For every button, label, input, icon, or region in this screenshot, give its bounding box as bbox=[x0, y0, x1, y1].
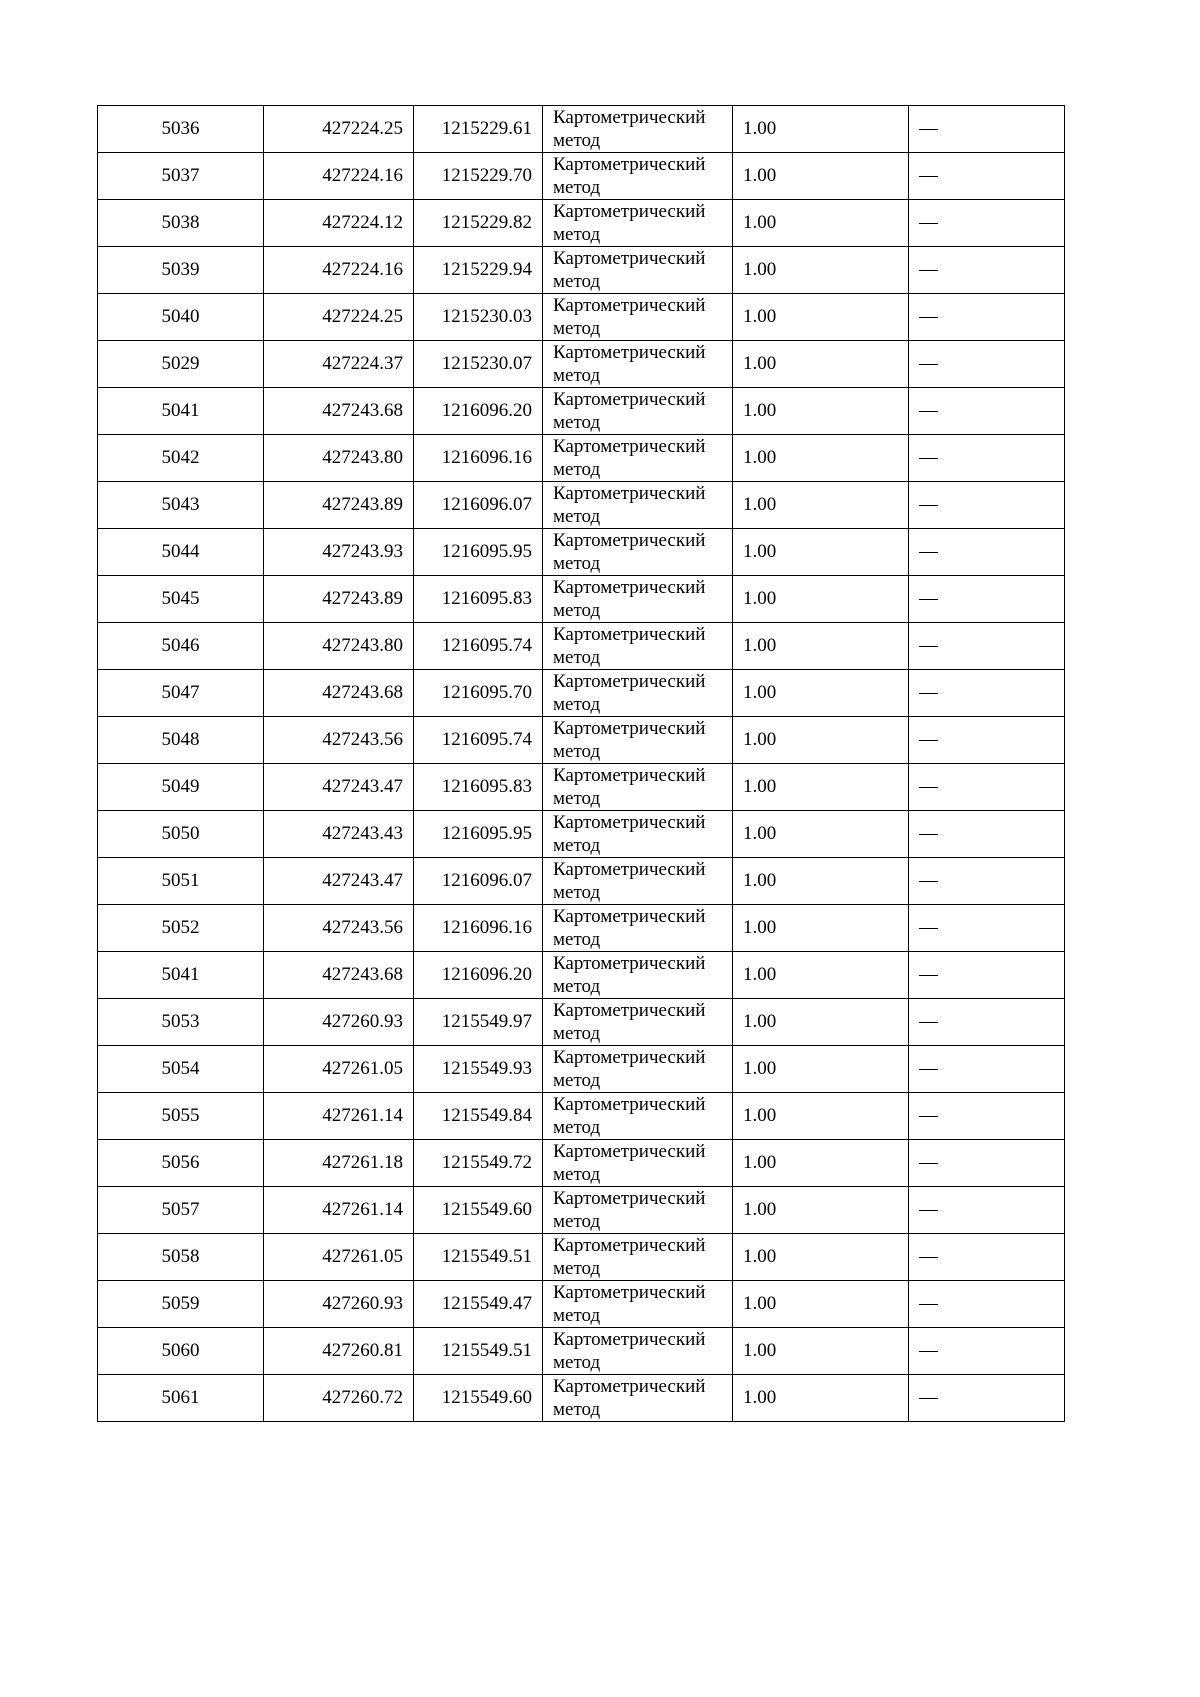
accuracy-cell: 1.00 bbox=[733, 247, 909, 294]
method-line-1: Картометрический bbox=[553, 765, 706, 786]
description-cell: — bbox=[909, 1187, 1065, 1234]
point-number-cell: 5036 bbox=[98, 106, 264, 153]
method-line-1: Картометрический bbox=[553, 624, 706, 645]
table-row bbox=[98, 1328, 1065, 1375]
y-coordinate-cell: 1215549.84 bbox=[414, 1093, 543, 1140]
method-line-1: Картометрический bbox=[553, 389, 706, 410]
method-cell bbox=[543, 670, 733, 717]
description-cell: — bbox=[909, 1140, 1065, 1187]
table-row bbox=[98, 200, 1065, 247]
point-number-cell: 5029 bbox=[98, 341, 264, 388]
method-line-1: Картометрический bbox=[553, 530, 706, 551]
method-cell bbox=[543, 106, 733, 153]
method-line-2: метод bbox=[553, 1070, 601, 1091]
accuracy-cell: 1.00 bbox=[733, 106, 909, 153]
point-number-cell: 5061 bbox=[98, 1375, 264, 1422]
table-row bbox=[98, 905, 1065, 952]
y-coordinate-cell: 1215229.82 bbox=[414, 200, 543, 247]
table-row bbox=[98, 811, 1065, 858]
method-line-2: метод bbox=[553, 1399, 601, 1420]
table-row bbox=[98, 764, 1065, 811]
y-coordinate-cell: 1215549.47 bbox=[414, 1281, 543, 1328]
description-cell: — bbox=[909, 435, 1065, 482]
accuracy-cell: 1.00 bbox=[733, 905, 909, 952]
x-coordinate-cell: 427243.43 bbox=[264, 811, 414, 858]
description-cell: — bbox=[909, 623, 1065, 670]
description-cell: — bbox=[909, 1281, 1065, 1328]
y-coordinate-cell: 1216095.74 bbox=[414, 717, 543, 764]
method-cell bbox=[543, 1375, 733, 1422]
method-cell bbox=[543, 764, 733, 811]
description-cell: — bbox=[909, 153, 1065, 200]
method-line-2: метод bbox=[553, 741, 601, 762]
x-coordinate-cell: 427224.12 bbox=[264, 200, 414, 247]
description-cell: — bbox=[909, 999, 1065, 1046]
description-cell: — bbox=[909, 576, 1065, 623]
method-line-1: Картометрический bbox=[553, 436, 706, 457]
description-cell: — bbox=[909, 1328, 1065, 1375]
table-row bbox=[98, 482, 1065, 529]
x-coordinate-cell: 427260.72 bbox=[264, 1375, 414, 1422]
accuracy-cell: 1.00 bbox=[733, 811, 909, 858]
method-line-1: Картометрический bbox=[553, 1329, 706, 1350]
method-line-2: метод bbox=[553, 506, 601, 527]
x-coordinate-cell: 427243.89 bbox=[264, 482, 414, 529]
method-line-1: Картометрический bbox=[553, 1047, 706, 1068]
accuracy-cell: 1.00 bbox=[733, 1140, 909, 1187]
point-number-cell: 5042 bbox=[98, 435, 264, 482]
table-row bbox=[98, 717, 1065, 764]
table-row bbox=[98, 388, 1065, 435]
y-coordinate-cell: 1216095.95 bbox=[414, 811, 543, 858]
point-number-cell: 5041 bbox=[98, 952, 264, 999]
method-line-2: метод bbox=[553, 788, 601, 809]
method-line-2: метод bbox=[553, 1023, 601, 1044]
method-cell bbox=[543, 999, 733, 1046]
description-cell: — bbox=[909, 670, 1065, 717]
method-line-1: Картометрический bbox=[553, 1094, 706, 1115]
point-number-cell: 5059 bbox=[98, 1281, 264, 1328]
method-line-2: метод bbox=[553, 647, 601, 668]
x-coordinate-cell: 427243.68 bbox=[264, 388, 414, 435]
coordinates-table bbox=[97, 105, 1065, 1422]
accuracy-cell: 1.00 bbox=[733, 623, 909, 670]
description-cell: — bbox=[909, 1046, 1065, 1093]
table-row bbox=[98, 341, 1065, 388]
accuracy-cell: 1.00 bbox=[733, 1093, 909, 1140]
table-body bbox=[98, 106, 1065, 1422]
x-coordinate-cell: 427243.47 bbox=[264, 764, 414, 811]
table-row bbox=[98, 529, 1065, 576]
x-coordinate-cell: 427224.25 bbox=[264, 106, 414, 153]
method-cell bbox=[543, 811, 733, 858]
method-line-2: метод bbox=[553, 1117, 601, 1138]
point-number-cell: 5037 bbox=[98, 153, 264, 200]
accuracy-cell: 1.00 bbox=[733, 1375, 909, 1422]
method-cell bbox=[543, 153, 733, 200]
accuracy-cell: 1.00 bbox=[733, 764, 909, 811]
table-row bbox=[98, 1281, 1065, 1328]
method-line-1: Картометрический bbox=[553, 718, 706, 739]
accuracy-cell: 1.00 bbox=[733, 529, 909, 576]
y-coordinate-cell: 1215549.72 bbox=[414, 1140, 543, 1187]
description-cell: — bbox=[909, 294, 1065, 341]
point-number-cell: 5046 bbox=[98, 623, 264, 670]
method-line-2: метод bbox=[553, 130, 601, 151]
y-coordinate-cell: 1215229.61 bbox=[414, 106, 543, 153]
method-line-2: метод bbox=[553, 365, 601, 386]
description-cell: — bbox=[909, 1093, 1065, 1140]
point-number-cell: 5039 bbox=[98, 247, 264, 294]
accuracy-cell: 1.00 bbox=[733, 153, 909, 200]
method-line-2: метод bbox=[553, 1305, 601, 1326]
method-line-1: Картометрический bbox=[553, 154, 706, 175]
method-line-1: Картометрический bbox=[553, 859, 706, 880]
y-coordinate-cell: 1215229.94 bbox=[414, 247, 543, 294]
point-number-cell: 5054 bbox=[98, 1046, 264, 1093]
method-line-2: метод bbox=[553, 412, 601, 433]
description-cell: — bbox=[909, 341, 1065, 388]
accuracy-cell: 1.00 bbox=[733, 952, 909, 999]
method-line-2: метод bbox=[553, 271, 601, 292]
method-line-1: Картометрический bbox=[553, 671, 706, 692]
y-coordinate-cell: 1216095.83 bbox=[414, 764, 543, 811]
y-coordinate-cell: 1216095.70 bbox=[414, 670, 543, 717]
method-line-2: метод bbox=[553, 459, 601, 480]
method-cell bbox=[543, 858, 733, 905]
method-line-2: метод bbox=[553, 224, 601, 245]
method-cell bbox=[543, 1140, 733, 1187]
method-line-1: Картометрический bbox=[553, 1282, 706, 1303]
table-row bbox=[98, 999, 1065, 1046]
x-coordinate-cell: 427224.25 bbox=[264, 294, 414, 341]
x-coordinate-cell: 427243.80 bbox=[264, 623, 414, 670]
description-cell: — bbox=[909, 388, 1065, 435]
description-cell: — bbox=[909, 905, 1065, 952]
method-cell bbox=[543, 435, 733, 482]
description-cell: — bbox=[909, 1234, 1065, 1281]
point-number-cell: 5045 bbox=[98, 576, 264, 623]
y-coordinate-cell: 1216096.07 bbox=[414, 858, 543, 905]
method-line-1: Картометрический bbox=[553, 906, 706, 927]
method-cell bbox=[543, 905, 733, 952]
method-cell bbox=[543, 341, 733, 388]
x-coordinate-cell: 427243.56 bbox=[264, 717, 414, 764]
method-line-1: Картометрический bbox=[553, 1000, 706, 1021]
point-number-cell: 5051 bbox=[98, 858, 264, 905]
x-coordinate-cell: 427261.14 bbox=[264, 1187, 414, 1234]
y-coordinate-cell: 1215549.60 bbox=[414, 1375, 543, 1422]
x-coordinate-cell: 427261.05 bbox=[264, 1234, 414, 1281]
accuracy-cell: 1.00 bbox=[733, 388, 909, 435]
accuracy-cell: 1.00 bbox=[733, 999, 909, 1046]
method-line-1: Картометрический bbox=[553, 107, 706, 128]
x-coordinate-cell: 427224.37 bbox=[264, 341, 414, 388]
description-cell: — bbox=[909, 247, 1065, 294]
method-line-2: метод bbox=[553, 1258, 601, 1279]
accuracy-cell: 1.00 bbox=[733, 200, 909, 247]
table-row bbox=[98, 623, 1065, 670]
point-number-cell: 5060 bbox=[98, 1328, 264, 1375]
description-cell: — bbox=[909, 858, 1065, 905]
x-coordinate-cell: 427243.68 bbox=[264, 952, 414, 999]
method-line-1: Картометрический bbox=[553, 1188, 706, 1209]
method-line-1: Картометрический bbox=[553, 1376, 706, 1397]
description-cell: — bbox=[909, 200, 1065, 247]
table-row bbox=[98, 858, 1065, 905]
point-number-cell: 5040 bbox=[98, 294, 264, 341]
method-cell bbox=[543, 388, 733, 435]
x-coordinate-cell: 427261.14 bbox=[264, 1093, 414, 1140]
table-row bbox=[98, 1046, 1065, 1093]
table-row bbox=[98, 106, 1065, 153]
method-cell bbox=[543, 1281, 733, 1328]
description-cell: — bbox=[909, 482, 1065, 529]
method-cell bbox=[543, 1093, 733, 1140]
point-number-cell: 5056 bbox=[98, 1140, 264, 1187]
description-cell: — bbox=[909, 1375, 1065, 1422]
method-line-2: метод bbox=[553, 882, 601, 903]
description-cell: — bbox=[909, 952, 1065, 999]
point-number-cell: 5049 bbox=[98, 764, 264, 811]
method-line-2: метод bbox=[553, 177, 601, 198]
method-line-1: Картометрический bbox=[553, 953, 706, 974]
point-number-cell: 5044 bbox=[98, 529, 264, 576]
method-cell bbox=[543, 294, 733, 341]
accuracy-cell: 1.00 bbox=[733, 576, 909, 623]
table-row bbox=[98, 952, 1065, 999]
x-coordinate-cell: 427261.18 bbox=[264, 1140, 414, 1187]
method-line-1: Картометрический bbox=[553, 812, 706, 833]
method-line-2: метод bbox=[553, 835, 601, 856]
method-line-1: Картометрический bbox=[553, 577, 706, 598]
description-cell: — bbox=[909, 764, 1065, 811]
x-coordinate-cell: 427243.80 bbox=[264, 435, 414, 482]
accuracy-cell: 1.00 bbox=[733, 294, 909, 341]
table-row bbox=[98, 1234, 1065, 1281]
table-row bbox=[98, 294, 1065, 341]
method-cell bbox=[543, 482, 733, 529]
method-cell bbox=[543, 1046, 733, 1093]
y-coordinate-cell: 1216095.83 bbox=[414, 576, 543, 623]
accuracy-cell: 1.00 bbox=[733, 1046, 909, 1093]
y-coordinate-cell: 1215549.60 bbox=[414, 1187, 543, 1234]
method-cell bbox=[543, 1187, 733, 1234]
x-coordinate-cell: 427243.93 bbox=[264, 529, 414, 576]
table-row bbox=[98, 1375, 1065, 1422]
table-row bbox=[98, 247, 1065, 294]
method-line-2: метод bbox=[553, 1211, 601, 1232]
description-cell: — bbox=[909, 717, 1065, 764]
method-cell bbox=[543, 529, 733, 576]
x-coordinate-cell: 427243.47 bbox=[264, 858, 414, 905]
method-cell bbox=[543, 200, 733, 247]
x-coordinate-cell: 427224.16 bbox=[264, 153, 414, 200]
description-cell: — bbox=[909, 529, 1065, 576]
x-coordinate-cell: 427243.68 bbox=[264, 670, 414, 717]
method-cell bbox=[543, 952, 733, 999]
method-line-2: метод bbox=[553, 976, 601, 997]
method-line-2: метод bbox=[553, 929, 601, 950]
method-line-2: метод bbox=[553, 1352, 601, 1373]
method-line-2: метод bbox=[553, 1164, 601, 1185]
method-cell bbox=[543, 1328, 733, 1375]
x-coordinate-cell: 427260.93 bbox=[264, 999, 414, 1046]
method-line-1: Картометрический bbox=[553, 295, 706, 316]
method-line-2: метод bbox=[553, 318, 601, 339]
x-coordinate-cell: 427261.05 bbox=[264, 1046, 414, 1093]
method-line-1: Картометрический bbox=[553, 1235, 706, 1256]
y-coordinate-cell: 1215549.93 bbox=[414, 1046, 543, 1093]
method-line-2: метод bbox=[553, 694, 601, 715]
y-coordinate-cell: 1215549.97 bbox=[414, 999, 543, 1046]
x-coordinate-cell: 427260.81 bbox=[264, 1328, 414, 1375]
accuracy-cell: 1.00 bbox=[733, 1187, 909, 1234]
x-coordinate-cell: 427224.16 bbox=[264, 247, 414, 294]
point-number-cell: 5050 bbox=[98, 811, 264, 858]
y-coordinate-cell: 1216095.74 bbox=[414, 623, 543, 670]
method-line-1: Картометрический bbox=[553, 342, 706, 363]
description-cell: — bbox=[909, 811, 1065, 858]
accuracy-cell: 1.00 bbox=[733, 670, 909, 717]
point-number-cell: 5053 bbox=[98, 999, 264, 1046]
y-coordinate-cell: 1216096.20 bbox=[414, 952, 543, 999]
y-coordinate-cell: 1215549.51 bbox=[414, 1328, 543, 1375]
y-coordinate-cell: 1216096.16 bbox=[414, 905, 543, 952]
point-number-cell: 5055 bbox=[98, 1093, 264, 1140]
method-cell bbox=[543, 1234, 733, 1281]
method-line-1: Картометрический bbox=[553, 483, 706, 504]
accuracy-cell: 1.00 bbox=[733, 482, 909, 529]
method-cell bbox=[543, 717, 733, 764]
accuracy-cell: 1.00 bbox=[733, 858, 909, 905]
y-coordinate-cell: 1216095.95 bbox=[414, 529, 543, 576]
point-number-cell: 5047 bbox=[98, 670, 264, 717]
y-coordinate-cell: 1216096.07 bbox=[414, 482, 543, 529]
method-line-1: Картометрический bbox=[553, 248, 706, 269]
method-line-2: метод bbox=[553, 600, 601, 621]
table-row bbox=[98, 670, 1065, 717]
accuracy-cell: 1.00 bbox=[733, 341, 909, 388]
point-number-cell: 5038 bbox=[98, 200, 264, 247]
accuracy-cell: 1.00 bbox=[733, 435, 909, 482]
y-coordinate-cell: 1216096.20 bbox=[414, 388, 543, 435]
method-cell bbox=[543, 576, 733, 623]
table-row bbox=[98, 153, 1065, 200]
point-number-cell: 5057 bbox=[98, 1187, 264, 1234]
y-coordinate-cell: 1215549.51 bbox=[414, 1234, 543, 1281]
accuracy-cell: 1.00 bbox=[733, 1234, 909, 1281]
x-coordinate-cell: 427243.56 bbox=[264, 905, 414, 952]
table-row bbox=[98, 1140, 1065, 1187]
x-coordinate-cell: 427243.89 bbox=[264, 576, 414, 623]
point-number-cell: 5052 bbox=[98, 905, 264, 952]
table-row bbox=[98, 1187, 1065, 1234]
point-number-cell: 5058 bbox=[98, 1234, 264, 1281]
y-coordinate-cell: 1215230.07 bbox=[414, 341, 543, 388]
method-line-1: Картометрический bbox=[553, 201, 706, 222]
y-coordinate-cell: 1215230.03 bbox=[414, 294, 543, 341]
point-number-cell: 5041 bbox=[98, 388, 264, 435]
method-cell bbox=[543, 247, 733, 294]
x-coordinate-cell: 427260.93 bbox=[264, 1281, 414, 1328]
accuracy-cell: 1.00 bbox=[733, 717, 909, 764]
y-coordinate-cell: 1216096.16 bbox=[414, 435, 543, 482]
accuracy-cell: 1.00 bbox=[733, 1328, 909, 1375]
method-line-1: Картометрический bbox=[553, 1141, 706, 1162]
table-row bbox=[98, 1093, 1065, 1140]
table-row bbox=[98, 576, 1065, 623]
description-cell: — bbox=[909, 106, 1065, 153]
method-line-2: метод bbox=[553, 553, 601, 574]
y-coordinate-cell: 1215229.70 bbox=[414, 153, 543, 200]
point-number-cell: 5043 bbox=[98, 482, 264, 529]
point-number-cell: 5048 bbox=[98, 717, 264, 764]
table-row bbox=[98, 435, 1065, 482]
method-cell bbox=[543, 623, 733, 670]
accuracy-cell: 1.00 bbox=[733, 1281, 909, 1328]
